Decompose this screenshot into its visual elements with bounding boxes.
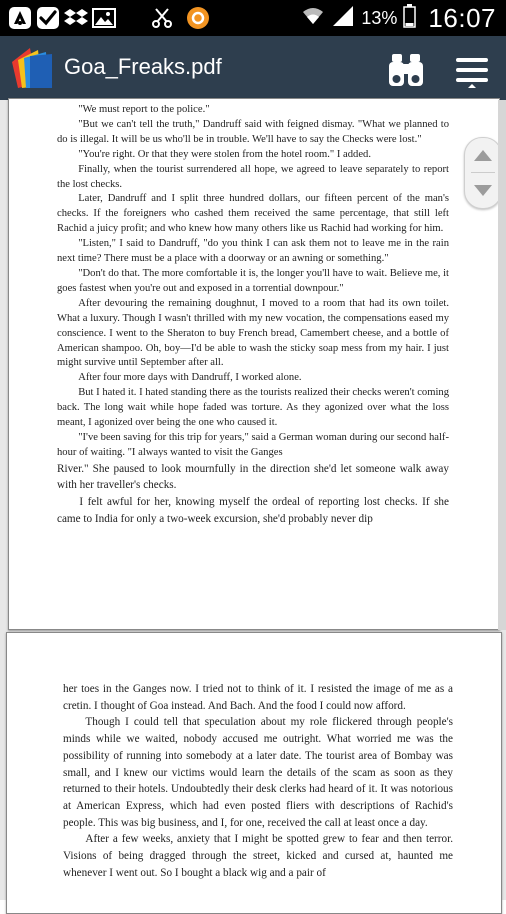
- paragraph: I felt awful for her, knowing myself the ordeal of reporting lost checks. If she came to India for only a two-week excursion, she'd probably never dip: [57, 496, 449, 525]
- paragraph: "Listen," I said to Dandruff, "do you think I can ask them not to leave me in the rain next time? There must be a place with a doorway or an awning or something.": [57, 238, 449, 265]
- scrollbar-track[interactable]: [498, 100, 506, 630]
- paragraph: After a few weeks, anxiety that I might be spotted grew to fear and then terror. Visions of being dragged through the street, kicked and cursed at, haunted me whenever I went out. So I bought a black wig and a pair of: [63, 833, 453, 879]
- binoculars-icon: [386, 50, 426, 90]
- paragraph: Though I could tell that speculation about my role flickered through people's minds while we waited, nobody accused me outright. What worried me was the possibility of running into somebody at a later date. The tourist area of Bombay was small, and I knew our victims would learn the details of the scam as soon as they returned to their hotels. Undoubtedly their desk clerks had heard of it. It was notorious at American Express, which had even posted fliers with descriptions of Rachid's people. This was big business, and I, for one, received the call at least once a day.: [63, 716, 453, 829]
- checkmark-icon: [36, 6, 60, 30]
- clock: 16:07: [428, 2, 496, 33]
- paragraph: Later, Dandruff and I split three hundred dollars, our fifteen percent of the man's checks. If the foreigners who cashed them received the same percentage, that still left Rachid a juicy profit; and who knew how many others like us Rachid had working for him.: [57, 193, 449, 235]
- document-viewport[interactable]: [0, 100, 506, 900]
- paragraph: Finally, when the tourist surrendered all hope, we agreed to leave separately to report the lost checks.: [57, 163, 449, 190]
- menu-button[interactable]: [452, 50, 492, 90]
- paragraph: River." She paused to look mournfully in the direction she'd let someone walk away with her traveller's checks.: [57, 462, 449, 492]
- app-notification-icon: [8, 6, 32, 30]
- paragraph: But I hated it. I hated standing there as the tourists realized their checks weren't coming back. The long wait while hope faded was torture. As they agonized over what the loss meant, I agonized over being the one who caused it.: [57, 387, 449, 429]
- triangle-up-icon: [471, 144, 495, 168]
- status-bar-right: [301, 0, 496, 36]
- paragraph: After devouring the remaining doughnut, I moved to a room that had its own toilet. What a luxury. Though I wasn't thrilled with my new vocation, the compensations eased my conscience. I went to the Sheraton to buy French bread, Camembert cheese, and a bottle of American shampoo. Oh, boy—I'd be able to wash the sticky soap mess from my hair. I just might survive until September after all.: [57, 297, 449, 369]
- divider: [471, 172, 495, 173]
- triangle-down-icon: [471, 178, 495, 202]
- document-title: Goa_Freaks.pdf: [64, 54, 222, 79]
- gallery-icon: [92, 6, 116, 30]
- dropbox-icon: [64, 6, 88, 30]
- app-bar: [0, 36, 506, 102]
- orange-app-icon: [186, 6, 210, 30]
- page-text: [63, 681, 453, 881]
- paragraph: "You're right. Or that they were stolen from the hotel room." I added.: [78, 148, 371, 160]
- page-scroll-widget[interactable]: [464, 137, 502, 209]
- pdf-page[interactable]: [6, 632, 502, 914]
- paragraph: "Don't do that. The more comfortable it is, the longer you'll have to wait. Believe me, it goes fastest when you're out and exposed in a torrential downpour.": [57, 267, 449, 294]
- paragraph: After four more days with Dandruff, I worked alone.: [78, 372, 302, 384]
- battery-percentage: 13%: [361, 7, 398, 28]
- scissors-icon: [150, 6, 174, 30]
- page-text: [57, 103, 449, 528]
- scroll-up-button[interactable]: [471, 144, 495, 168]
- pdf-page[interactable]: [8, 98, 500, 630]
- signal-icon: [331, 5, 355, 32]
- search-binoculars-button[interactable]: [386, 50, 426, 90]
- paragraph: "But we can't tell the truth," Dandruff said with feigned dismay. "What we planned to do is illegal. It will be us who'll be in trouble. We'll have to say the Checks were lost.": [57, 118, 449, 145]
- pdf-viewer-logo-icon[interactable]: [8, 44, 56, 92]
- paragraph: her toes in the Ganges now. I tried not to think of it. I resisted the image of me as a cretin. I thought of Goa instead. And Bach. And the food I could now afford.: [63, 683, 453, 712]
- status-bar: [0, 0, 506, 36]
- wifi-icon: [301, 6, 325, 31]
- battery-icon: [403, 4, 416, 33]
- scroll-down-button[interactable]: [471, 178, 495, 202]
- paragraph: "We must report to the police.": [78, 104, 210, 115]
- paragraph: "I've been saving for this trip for years," said a German woman during our second half-hour of waiting. "I always wanted to visit the Ganges: [57, 431, 449, 458]
- hamburger-menu-icon: [452, 50, 492, 90]
